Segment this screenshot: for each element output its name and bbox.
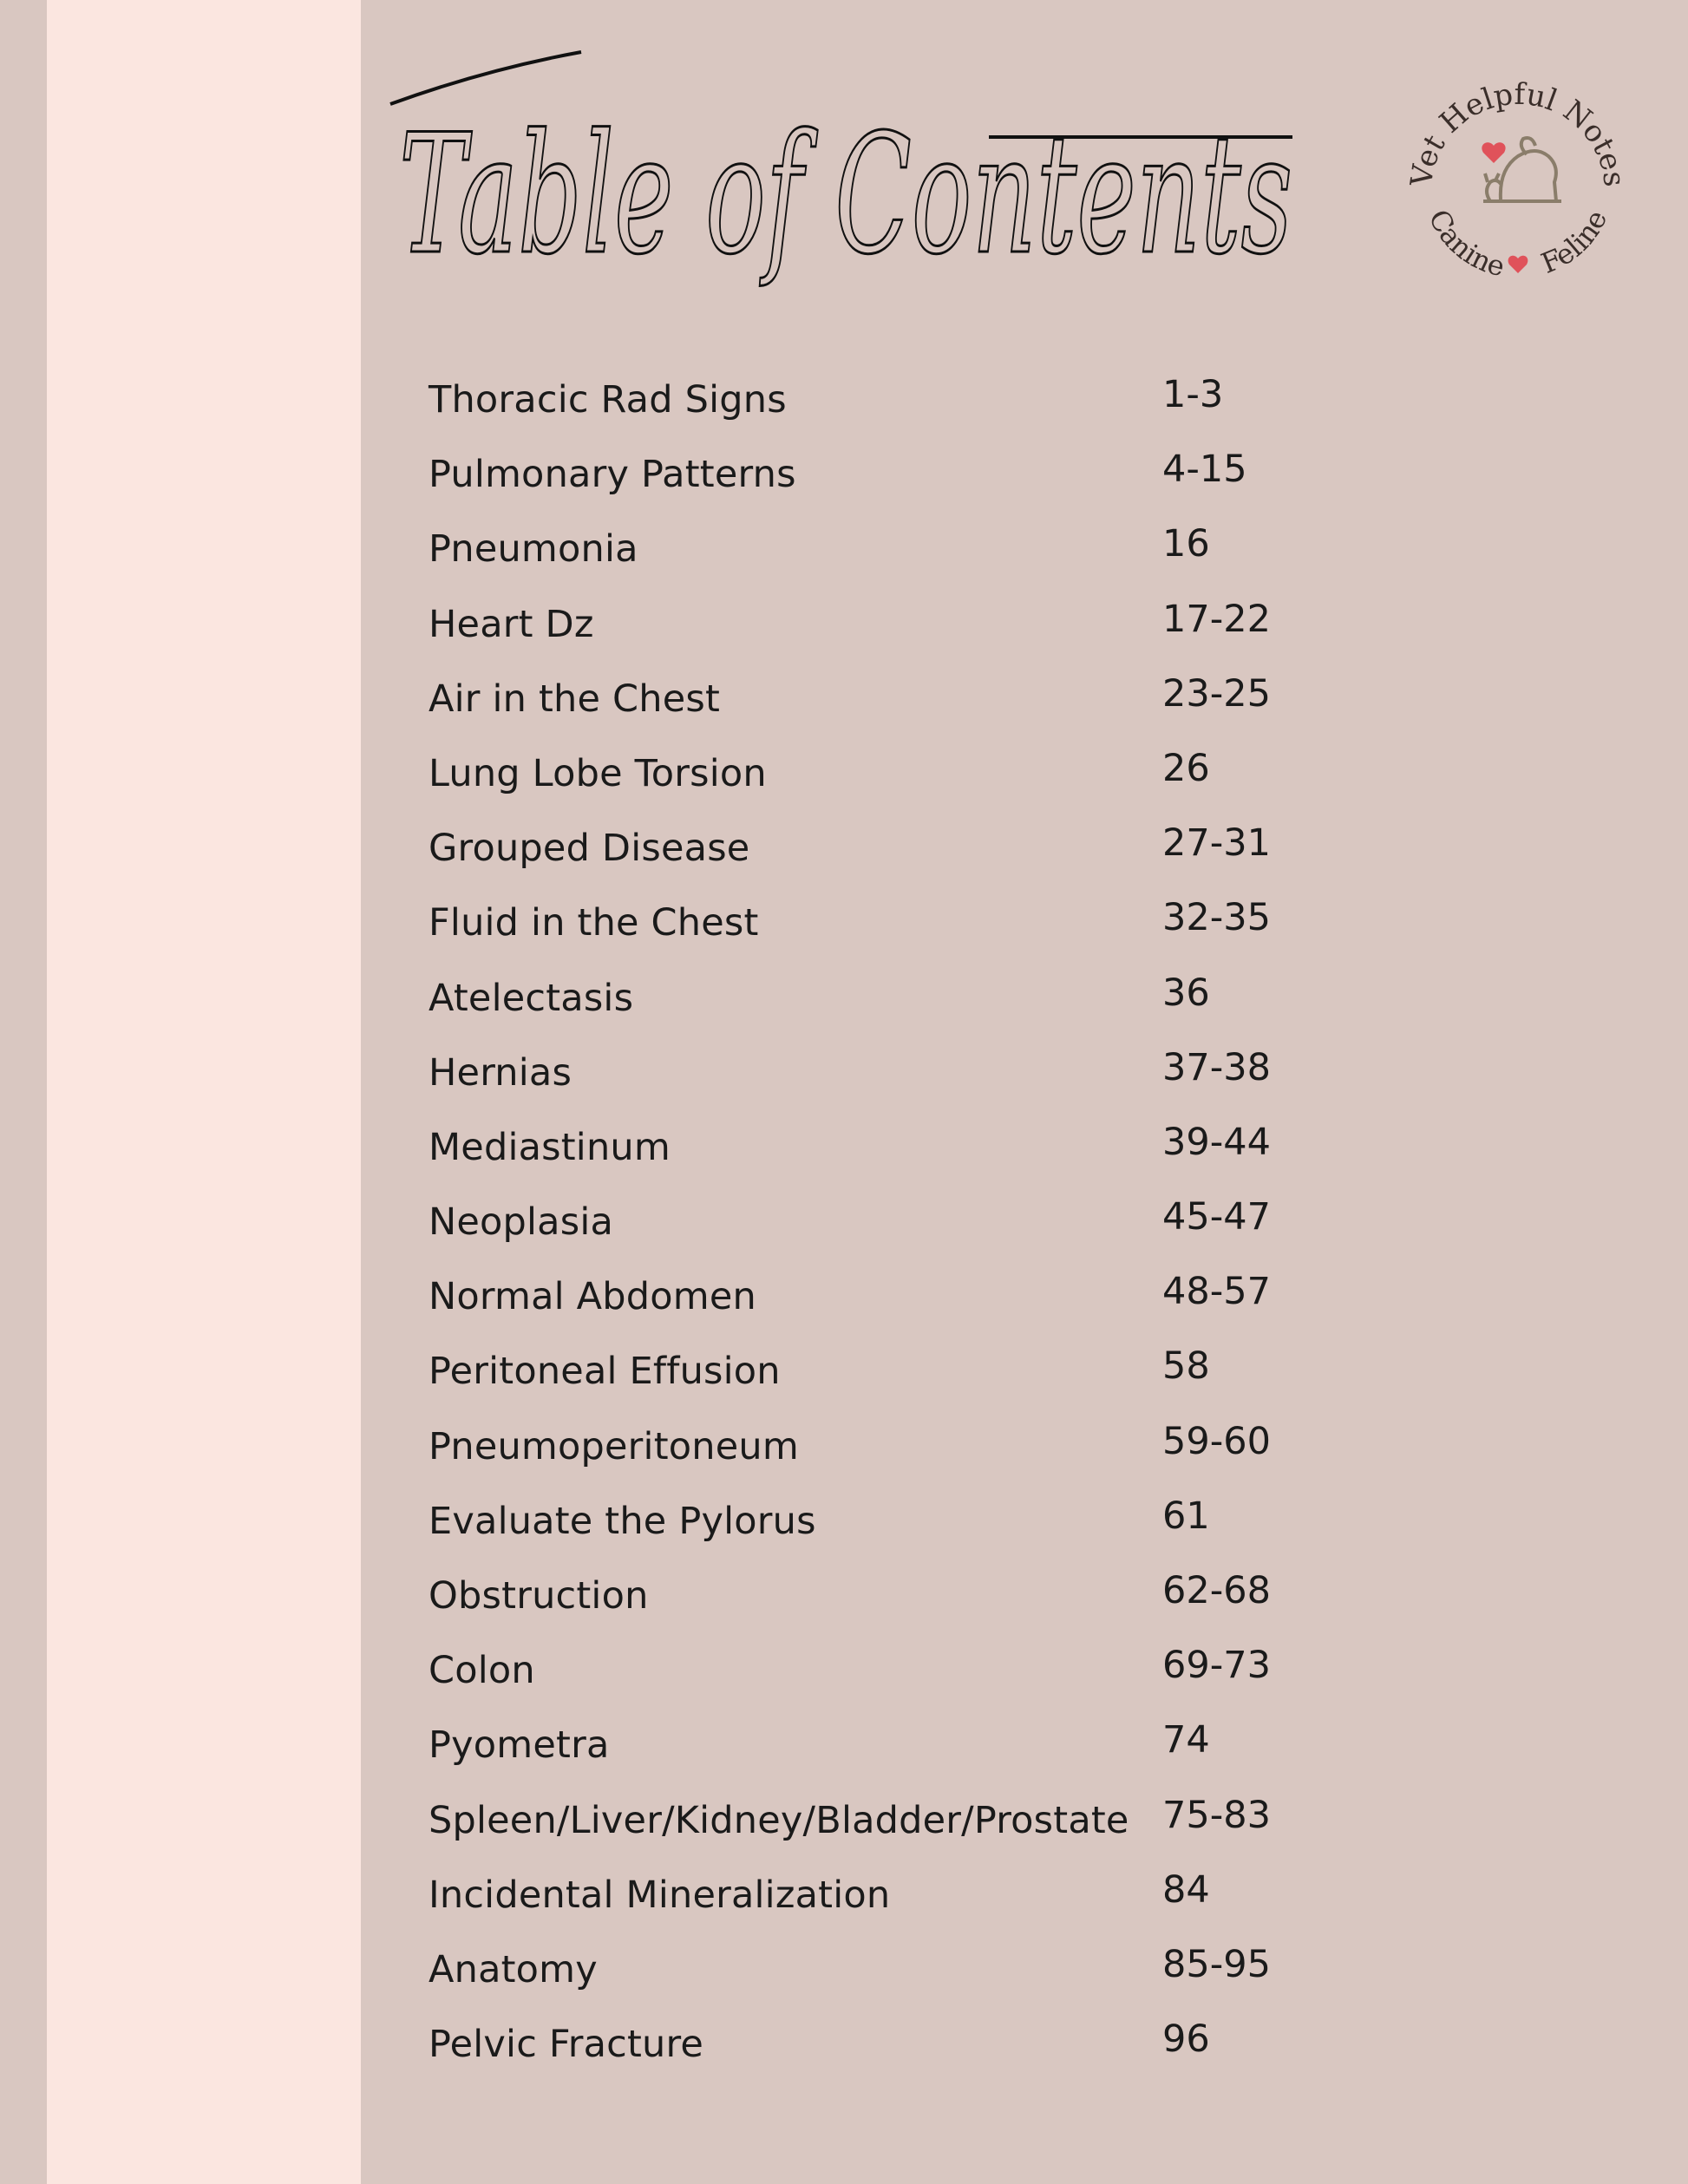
logo-canine-text: Canine	[1422, 204, 1508, 284]
toc-entry	[429, 1868, 1383, 1943]
toc-entry	[429, 448, 1383, 522]
toc-entry	[429, 672, 1383, 747]
toc-entry-pages: 36	[1162, 971, 1210, 1015]
toc-entry	[429, 1943, 1383, 2017]
toc-entry	[429, 896, 1383, 971]
toc-entry-label: Grouped Disease	[429, 827, 750, 871]
toc-entry	[429, 522, 1383, 597]
vet-helpful-notes-logo	[1397, 52, 1639, 295]
toc-entry-label: Pulmonary Patterns	[429, 453, 796, 497]
toc-entry-label: Mediastinum	[429, 1125, 671, 1169]
toc-entry-label: Anatomy	[429, 1947, 598, 1991]
toc-entry	[429, 971, 1383, 1046]
toc-entry-label: Peritoneal Effusion	[429, 1350, 781, 1394]
toc-entry-label: Fluid in the Chest	[429, 901, 759, 945]
toc-entry-pages: 1-3	[1162, 373, 1224, 416]
heart-icon-bottom	[1508, 256, 1528, 273]
toc-entry-pages: 62-68	[1162, 1569, 1271, 1612]
toc-entry	[429, 1046, 1383, 1121]
toc-entry	[429, 2017, 1383, 2092]
toc-entry-pages: 75-83	[1162, 1793, 1271, 1837]
logo-top-text: Vet Helpful Notes	[1403, 76, 1632, 189]
toc-entry	[429, 1569, 1383, 1644]
heart-icon	[1482, 142, 1505, 163]
toc-entry-pages: 74	[1162, 1718, 1210, 1762]
toc-entry-label: Pneumonia	[429, 527, 638, 572]
toc-entry	[429, 1718, 1383, 1793]
toc-entry	[429, 1195, 1383, 1270]
toc-entry-label: Heart Dz	[429, 602, 594, 646]
toc-entry-pages: 23-25	[1162, 671, 1271, 716]
toc-entry-pages: 69-73	[1162, 1644, 1271, 1688]
toc-entry-label: Colon	[429, 1649, 535, 1693]
svg-text:Feline	[1536, 205, 1613, 280]
toc-entry	[429, 1494, 1383, 1569]
toc-entry	[429, 373, 1383, 448]
toc-entry-pages: 37-38	[1162, 1045, 1271, 1089]
toc-entry-label: Pneumoperitoneum	[429, 1424, 799, 1468]
toc-entry-label: Normal Abdomen	[429, 1275, 756, 1319]
toc-entry-pages: 16	[1162, 522, 1210, 566]
toc-entry-pages: 45-47	[1162, 1195, 1271, 1239]
toc-entry-pages: 39-44	[1162, 1120, 1271, 1164]
toc-entry	[429, 1644, 1383, 1718]
toc-entry-pages: 84	[1162, 1867, 1210, 1912]
toc-entry	[429, 1270, 1383, 1344]
toc-entry-pages: 58	[1162, 1344, 1210, 1389]
toc-entry-pages: 26	[1162, 746, 1210, 790]
toc-entry-pages: 4-15	[1162, 448, 1247, 492]
toc-entry-label: Spleen/Liver/Kidney/Bladder/Prostate	[429, 1798, 1129, 1842]
toc-entry	[429, 1121, 1383, 1195]
toc-entry-label: Hernias	[429, 1050, 572, 1095]
logo-feline-text: Feline	[1536, 205, 1614, 280]
toc-entry-label: Lung Lobe Torsion	[429, 751, 767, 795]
toc-entry-pages: 17-22	[1162, 597, 1271, 641]
toc-entry-label: Obstruction	[429, 1574, 649, 1618]
toc-entry-label: Incidental Mineralization	[429, 1873, 891, 1917]
toc-entry-pages: 32-35	[1162, 896, 1271, 940]
toc-entry	[429, 598, 1383, 672]
toc-entry-label: Pyometra	[429, 1723, 610, 1768]
toc-entry-pages: 85-95	[1162, 1942, 1271, 1986]
toc-entry-pages: 96	[1162, 2017, 1210, 2062]
svg-text:Vet Helpful Notes	[1404, 77, 1632, 190]
toc-entry-pages: 48-57	[1162, 1270, 1271, 1314]
toc-entry-label: Evaluate the Pylorus	[429, 1499, 816, 1543]
toc-entry-label: Air in the Chest	[429, 677, 721, 721]
toc-entry-label: Thoracic Rad Signs	[429, 378, 787, 422]
page-title	[382, 35, 1318, 347]
toc-entry	[429, 1344, 1383, 1419]
toc-entry	[429, 1794, 1383, 1868]
toc-entry	[429, 1420, 1383, 1494]
left-decorative-strip	[47, 0, 361, 2184]
toc-entry-pages: 27-31	[1162, 821, 1271, 866]
toc-entry-pages: 61	[1162, 1494, 1210, 1538]
toc-entry	[429, 747, 1383, 821]
table-of-contents	[429, 373, 1383, 2092]
page-title-text: Table of Contents	[399, 99, 1292, 291]
toc-entry	[429, 821, 1383, 896]
toc-entry-label: Neoplasia	[429, 1200, 614, 1245]
toc-entry-pages: 59-60	[1162, 1419, 1271, 1463]
svg-text:Canine	[1422, 205, 1508, 284]
toc-entry-label: Pelvic Fracture	[429, 2023, 704, 2067]
toc-entry-label: Atelectasis	[429, 976, 634, 1020]
